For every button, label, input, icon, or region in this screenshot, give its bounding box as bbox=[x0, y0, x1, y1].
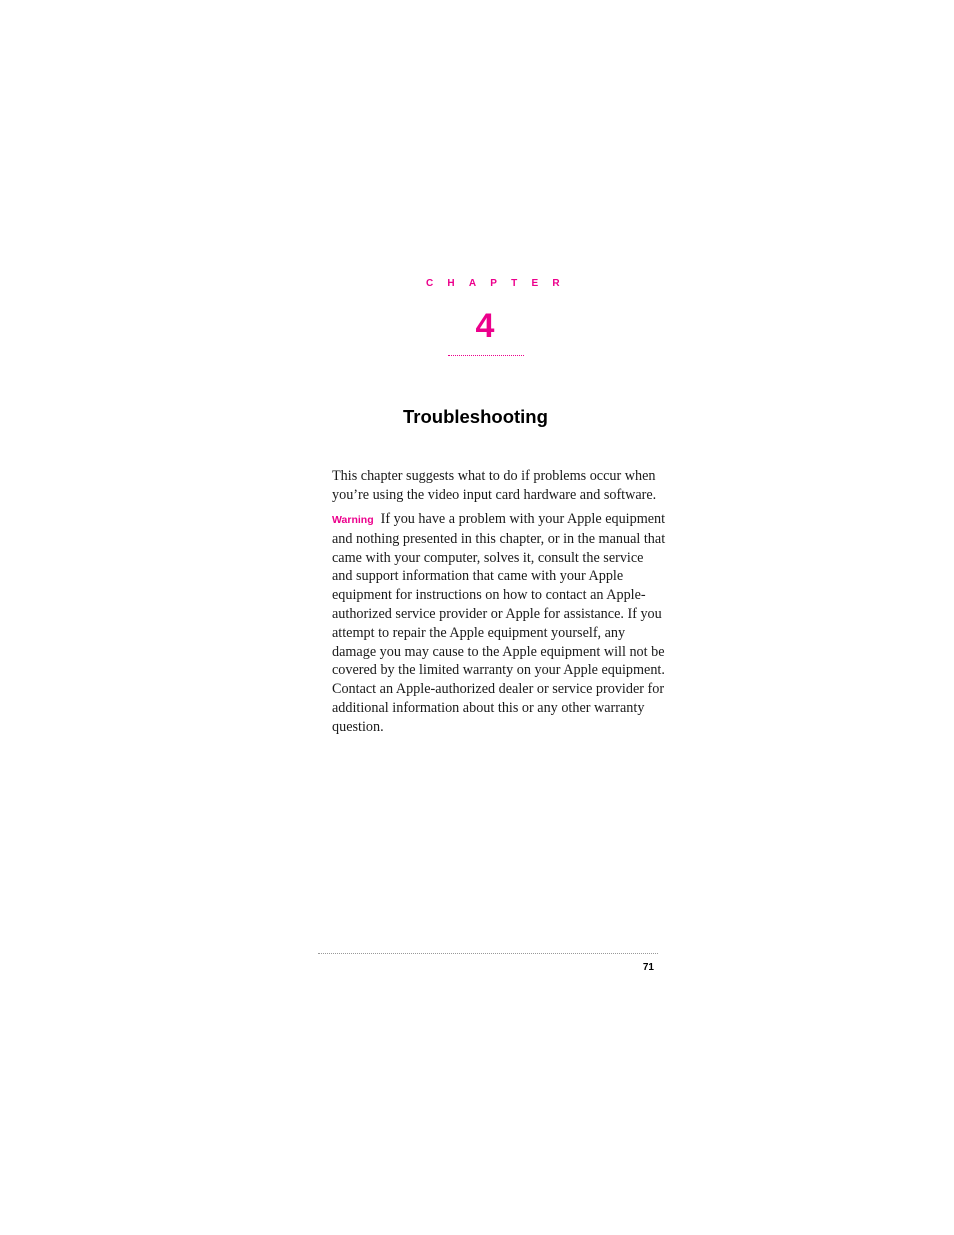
intro-paragraph: This chapter suggests what to do if problems occur when you’re using the video input card hardware and software. bbox=[332, 468, 657, 503]
page-number: 71 bbox=[642, 962, 654, 973]
chapter-title: Troubleshooting bbox=[403, 406, 548, 427]
warning-label: Warning bbox=[332, 514, 374, 526]
footer-divider bbox=[318, 953, 658, 954]
chapter-number: 4 bbox=[475, 307, 495, 345]
chapter-label: CHAPTER bbox=[426, 278, 574, 289]
warning-text: If you have a problem with your Apple equipment and nothing presented in this chapter, or in the manual that came with your computer, solves it, consult the service and support information that came with your Apple equipment for instructions on how to contact an Apple-authorized service provider or Apple for assistance. If you attempt to repair the Apple equipment yourself, any damage you may cause to the Apple equipment will not be covered by the limited warranty on your Apple equipment. Contact an Apple-authorized dealer or service provider for additional information about this or any other warranty question. bbox=[332, 511, 666, 735]
chapter-divider bbox=[448, 355, 524, 356]
warning-paragraph bbox=[332, 510, 667, 737]
